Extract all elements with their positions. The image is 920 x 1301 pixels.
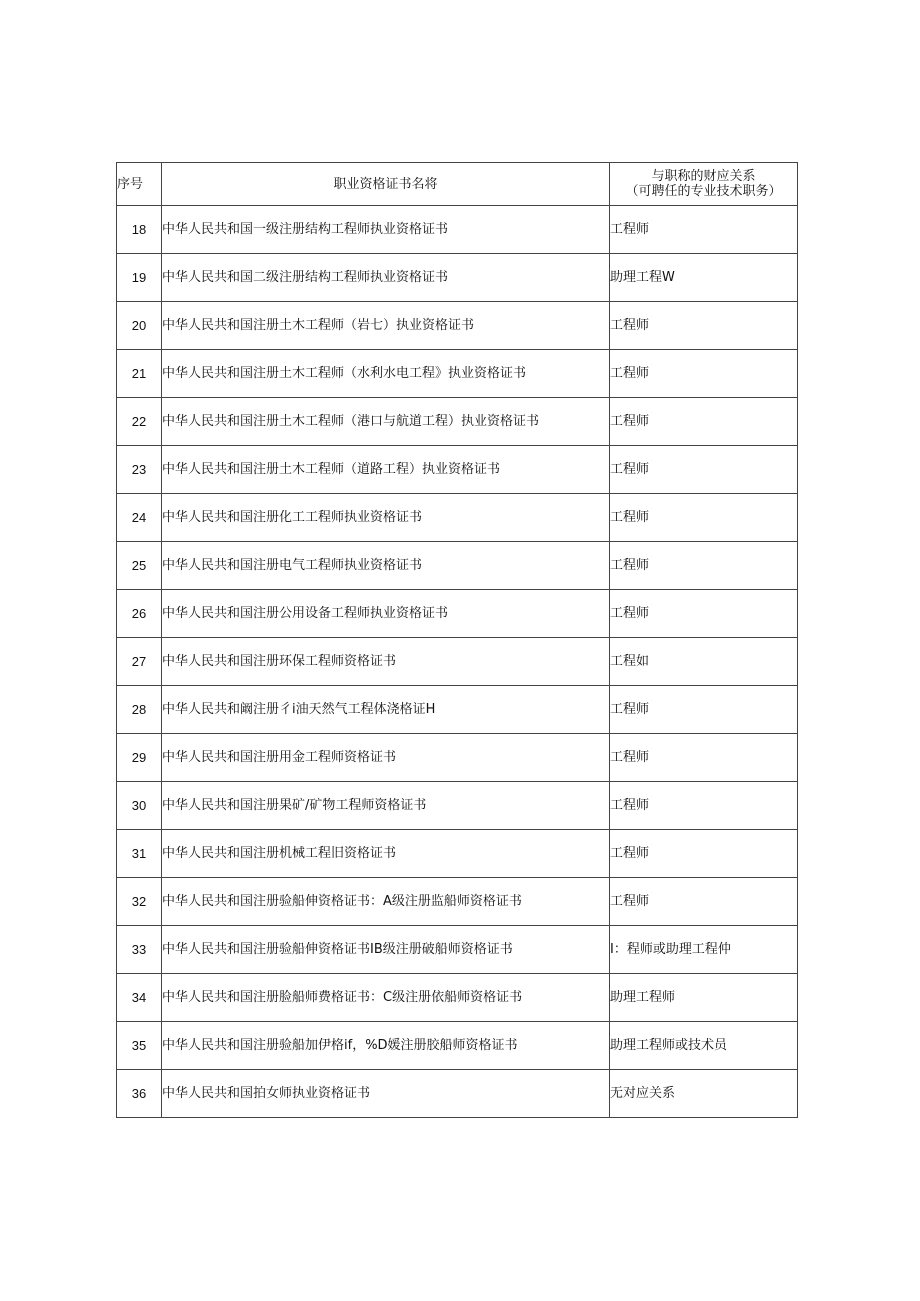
- table-row: [117, 686, 798, 734]
- serial-number-cell: 21: [117, 350, 162, 398]
- serial-number-cell: 26: [117, 590, 162, 638]
- header-serial-number: 序号: [117, 163, 162, 206]
- serial-number-cell: 28: [117, 686, 162, 734]
- serial-number-cell: 32: [117, 878, 162, 926]
- table-row: [117, 926, 798, 974]
- certificate-table: [116, 162, 798, 1118]
- title-relation-cell: 工程师: [610, 590, 798, 638]
- serial-number-cell: 30: [117, 782, 162, 830]
- title-relation-cell: 无对应关系: [610, 1070, 798, 1118]
- serial-number-cell: 33: [117, 926, 162, 974]
- serial-number-cell: 25: [117, 542, 162, 590]
- serial-number-cell: 27: [117, 638, 162, 686]
- serial-number-cell: 22: [117, 398, 162, 446]
- title-relation-cell: 助理工程W: [610, 254, 798, 302]
- table-row: [117, 782, 798, 830]
- certificate-name-cell: 中华人民共和国一级注册结构工程师执业资格证书: [162, 206, 610, 254]
- certificate-name-cell: 中华人民共和国注册机械工程旧资格证书: [162, 830, 610, 878]
- certificate-name-cell: 中华人民共和国注册土木工程师（岩七）执业资格证书: [162, 302, 610, 350]
- table-row: [117, 542, 798, 590]
- table-body: [117, 206, 798, 1118]
- title-relation-cell: 工程师: [610, 830, 798, 878]
- table-row: [117, 254, 798, 302]
- certificate-name-cell: 中华人民共和国注册电气工程师执业资格证书: [162, 542, 610, 590]
- certificate-name-cell: 中华人民共和国注册化工工程师执业资格证书: [162, 494, 610, 542]
- certificate-name-cell: 中华人民共和国注册果矿/矿物工程师资格证书: [162, 782, 610, 830]
- title-relation-cell: 工程师: [610, 398, 798, 446]
- table-row: [117, 974, 798, 1022]
- serial-number-cell: 34: [117, 974, 162, 1022]
- table-row: [117, 446, 798, 494]
- serial-number-cell: 19: [117, 254, 162, 302]
- certificate-name-cell: 中华人民共和阚注册彳i油天然气工程体浇格证H: [162, 686, 610, 734]
- certificate-name-cell: 中华人民共和国注册环保工程师资格证书: [162, 638, 610, 686]
- title-relation-cell: I：程师或助理工程仲: [610, 926, 798, 974]
- title-relation-cell: 工程师: [610, 734, 798, 782]
- table-row: [117, 590, 798, 638]
- certificate-name-cell: 中华人民共和国注册用金工程师资格证书: [162, 734, 610, 782]
- header-certificate-name: 职业资格证书名将: [162, 163, 610, 206]
- title-relation-cell: 工程如: [610, 638, 798, 686]
- certificate-name-cell: 中华人民共和国注册土木工程师（水利水电工程》执业资格证书: [162, 350, 610, 398]
- certificate-name-cell: 中华人民共和国二级注册结构工程师执业资格证书: [162, 254, 610, 302]
- table-row: [117, 494, 798, 542]
- serial-number-cell: 35: [117, 1022, 162, 1070]
- table-row: [117, 1070, 798, 1118]
- table-row: [117, 878, 798, 926]
- certificate-name-cell: 中华人民共和国注册脸船师费格证书：C级注册依船师资格证书: [162, 974, 610, 1022]
- table-row: [117, 830, 798, 878]
- title-relation-cell: 工程师: [610, 350, 798, 398]
- serial-number-cell: 24: [117, 494, 162, 542]
- certificate-name-cell: 中华人民共和国拍女师执业资格证书: [162, 1070, 610, 1118]
- title-relation-cell: 工程师: [610, 782, 798, 830]
- title-relation-cell: 工程师: [610, 494, 798, 542]
- header-relation-line2: （可聘任的专业技术职务）: [625, 184, 782, 199]
- certificate-name-cell: 中华人民共和国注册土木工程师（港口与航道工程）执业资格证书: [162, 398, 610, 446]
- title-relation-cell: 工程师: [610, 302, 798, 350]
- serial-number-cell: 18: [117, 206, 162, 254]
- title-relation-cell: 工程师: [610, 206, 798, 254]
- table-row: [117, 734, 798, 782]
- table-row: [117, 1022, 798, 1070]
- certificate-name-cell: 中华人民共和国注册验船加伊格if，%D媛注册胶船师资格证书: [162, 1022, 610, 1070]
- header-relation-line1: 与职称的财应关系: [651, 169, 756, 184]
- table-row: [117, 302, 798, 350]
- certificate-name-cell: 中华人民共和国注册土木工程师（道路工程）执业资格证书: [162, 446, 610, 494]
- title-relation-cell: 工程师: [610, 542, 798, 590]
- certificate-name-cell: 中华人民共和国注册公用设备工程师执业资格证书: [162, 590, 610, 638]
- title-relation-cell: 工程师: [610, 446, 798, 494]
- certificate-name-cell: 中华人民共和国注册验船伸资格证书：A级注册监船师资格证书: [162, 878, 610, 926]
- table-row: [117, 350, 798, 398]
- table-row: [117, 398, 798, 446]
- serial-number-cell: 23: [117, 446, 162, 494]
- header-row: [117, 163, 798, 206]
- table-row: [117, 638, 798, 686]
- table-row: [117, 206, 798, 254]
- serial-number-cell: 36: [117, 1070, 162, 1118]
- serial-number-cell: 29: [117, 734, 162, 782]
- serial-number-cell: 31: [117, 830, 162, 878]
- header-title-relation: [610, 163, 798, 206]
- table-header: [117, 163, 798, 206]
- certificate-name-cell: 中华人民共和国注册验船伸资格证书IB级注册破船师资格证书: [162, 926, 610, 974]
- title-relation-cell: 工程师: [610, 878, 798, 926]
- title-relation-cell: 助理工程师: [610, 974, 798, 1022]
- title-relation-cell: 工程师: [610, 686, 798, 734]
- serial-number-cell: 20: [117, 302, 162, 350]
- title-relation-cell: 助理工程师或技术员: [610, 1022, 798, 1070]
